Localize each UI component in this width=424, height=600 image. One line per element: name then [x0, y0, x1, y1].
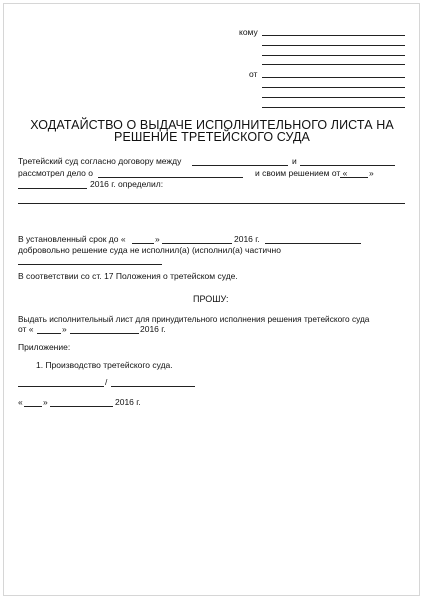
request-month-blank[interactable] [70, 333, 139, 334]
request-text-2: от « [18, 324, 34, 334]
date-year: 2016 г. [115, 397, 141, 407]
intro-text-4: 2016 г. определил: [90, 179, 164, 189]
party-a-blank[interactable] [192, 165, 288, 166]
deadline-text-1: В установленный срок до « [18, 234, 126, 244]
date-quote-open: « [18, 397, 23, 407]
debtor-blank[interactable] [265, 243, 361, 244]
date-quote-close: » [43, 397, 48, 407]
party-b-blank[interactable] [300, 165, 395, 166]
deadline-text-2: добровольно решение суда не исполнил(а) (исполнил(а) частично [18, 245, 281, 255]
request-text-1: Выдать исполнительный лист для принудительного исполнения решения третейского суда [18, 314, 370, 324]
signature-name-blank[interactable] [111, 386, 195, 387]
to-blank-2[interactable] [262, 45, 405, 46]
from-blank-4[interactable] [262, 107, 405, 108]
request-year: 2016 г. [140, 324, 166, 334]
deadline-year: 2016 г. [234, 234, 260, 244]
decision-day-blank[interactable] [340, 177, 368, 178]
request-quote-close: » [62, 324, 67, 334]
date-day-blank[interactable] [24, 406, 42, 407]
signature-separator: / [105, 377, 108, 387]
request-day-blank[interactable] [37, 333, 61, 334]
to-blank-4[interactable] [262, 64, 405, 65]
intro-and: и [292, 156, 297, 166]
ruling-blank[interactable] [18, 203, 405, 204]
document-title-line-2: РЕШЕНИЕ ТРЕТЕЙСКОГО СУДА [114, 130, 310, 144]
case-subject-blank[interactable] [98, 177, 243, 178]
deadline-day-blank[interactable] [132, 243, 154, 244]
from-blank-1[interactable] [262, 77, 405, 78]
partial-amount-blank[interactable] [18, 264, 162, 265]
from-label: от [249, 69, 258, 79]
intro-quote-close: » [369, 168, 374, 178]
attachment-item: 1. Производство третейского суда. [36, 360, 173, 370]
request-heading: ПРОШУ: [193, 294, 229, 304]
to-blank-3[interactable] [262, 55, 405, 56]
date-month-blank[interactable] [50, 406, 113, 407]
from-blank-2[interactable] [262, 87, 405, 88]
intro-text-2: рассмотрел дело о [18, 168, 94, 178]
to-blank-1[interactable] [262, 35, 405, 36]
legal-basis-text: В соответствии со ст. 17 Положения о третейском суде. [18, 271, 238, 281]
document-title-line-1: ХОДАТАЙСТВО О ВЫДАЧЕ ИСПОЛНИТЕЛЬНОГО ЛИСТА НА [30, 118, 394, 132]
intro-text-1: Третейский суд согласно договору между [18, 156, 182, 166]
deadline-quote-close: » [155, 234, 160, 244]
from-blank-3[interactable] [262, 97, 405, 98]
attachments-label: Приложение: [18, 342, 71, 352]
deadline-month-blank[interactable] [162, 243, 232, 244]
intro-text-3: и своим решением от « [255, 168, 348, 178]
decision-month-blank[interactable] [18, 188, 87, 189]
to-label: кому [239, 27, 258, 37]
signature-blank[interactable] [18, 386, 104, 387]
